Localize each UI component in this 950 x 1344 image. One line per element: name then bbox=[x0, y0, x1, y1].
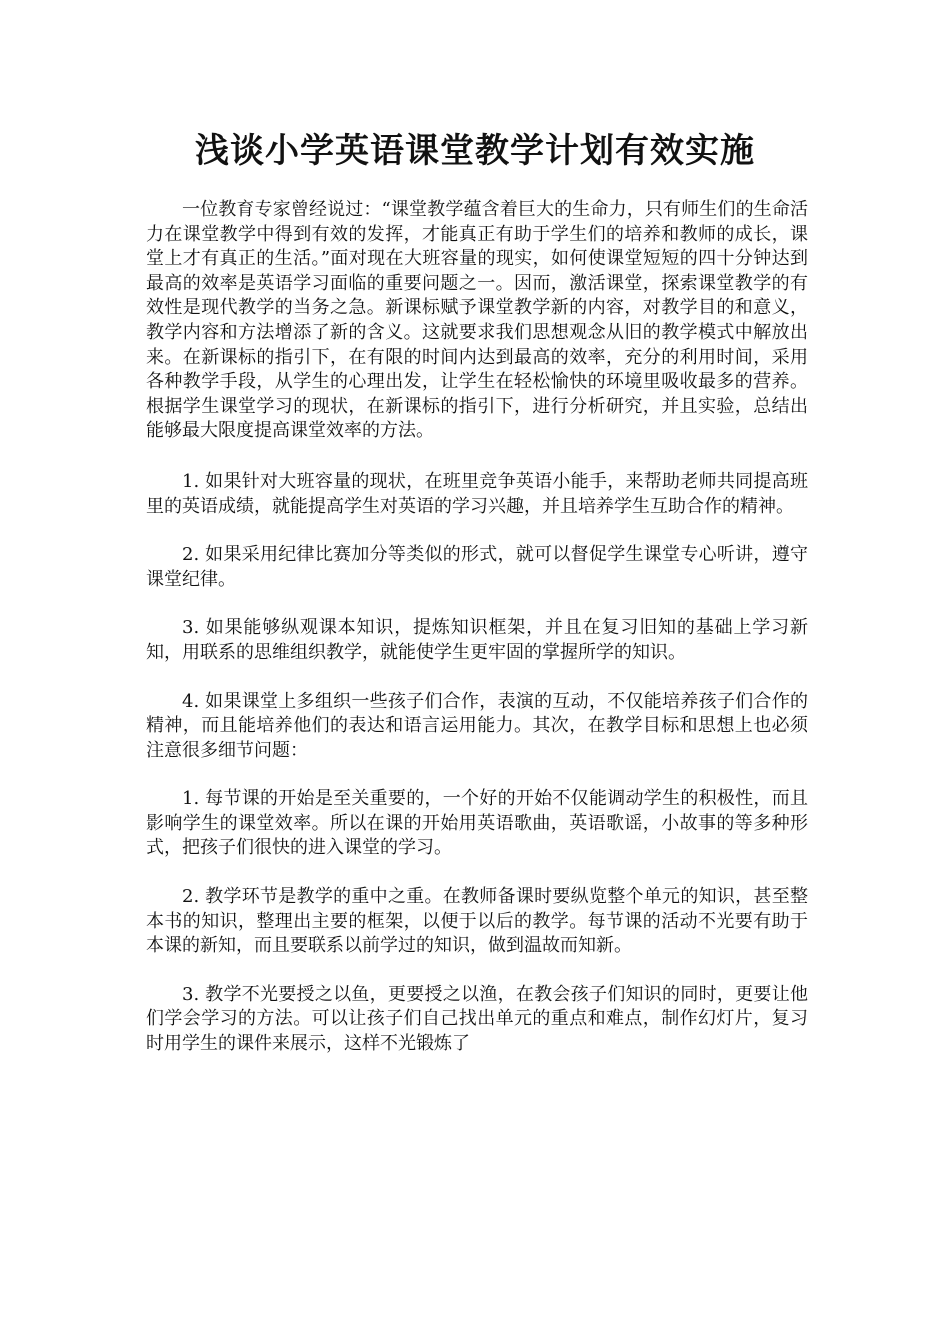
intro-paragraph: 一位教育专家曾经说过：“课堂教学蕴含着巨大的生命力，只有师生们的生命活力在课堂教学中得到有效的发挥，才能真正有助于学生们的培养和教师的成长，课堂上才有真正的生活。”面对现在大班容量的现实，如何使课堂短短的四十分钟达到最高的效率是英语学习面临的重要问题之一。因而，激活课堂，探索课堂教学的有效性是现代教学的当务之急。新课标赋予课堂教学新的内容，对教学目的和意义，教学内容和方法增添了新的含义。这就要求我们思想观念从旧的教学模式中解放出来。在新课标的指引下，在有限的时间内达到最高的效率，充分的利用时间，采用各种教学手段，从学生的心理出发，让学生在轻松愉快的环境里吸收最多的营养。根据学生课堂学习的现状，在新课标的指引下，进行分析研究，并且实验，总结出能够最大限度提高课堂效率的方法。 bbox=[146, 199, 808, 442]
point-paragraph-3: 3. 如果能够纵观课本知识，提炼知识框架，并且在复习旧知的基础上学习新知，用联系的思维组织教学，就能使学生更牢固的掌握所学的知识。 bbox=[146, 617, 808, 663]
document-title: 浅谈小学英语课堂教学计划有效实施 bbox=[195, 131, 755, 171]
detail-paragraph-2: 2. 教学环节是教学的重中之重。在教师备课时要纵览整个单元的知识，甚至整本书的知识，整理出主要的框架，以便于以后的教学。每节课的活动不光要有助于本课的新知，而且要联系以前学过的知识，做到温故而知新。 bbox=[146, 886, 808, 957]
detail-paragraph-3: 3. 教学不光要授之以鱼，更要授之以渔，在教会孩子们知识的同时，更要让他们学会学习的方法。可以让孩子们自己找出单元的重点和难点，制作幻灯片，复习时用学生的课件来展示，这样不光锻炼了 bbox=[146, 983, 808, 1055]
detail-paragraph-1: 1. 每节课的开始是至关重要的，一个好的开始不仅能调动学生的积极性，而且影响学生的课堂效率。所以在课的开始用英语歌曲，英语歌谣，小故事的等多种形式，把孩子们很快的进入课堂的学习。 bbox=[146, 788, 808, 859]
document-body bbox=[146, 198, 808, 1057]
point-paragraph-4: 4. 如果课堂上多组织一些孩子们合作，表演的互动，不仅能培养孩子们合作的精神，而且能培养他们的表达和语言运用能力。其次，在教学目标和思想上也必须注意很多细节问题： bbox=[146, 690, 808, 761]
point-paragraph-1: 1. 如果针对大班容量的现状，在班里竞争英语小能手，来帮助老师共同提高班里的英语成绩，就能提高学生对英语的学习兴趣，并且培养学生互助合作的精神。 bbox=[146, 470, 808, 517]
point-paragraph-2: 2. 如果采用纪律比赛加分等类似的形式，就可以督促学生课堂专心听讲，遵守课堂纪律。 bbox=[146, 544, 808, 590]
